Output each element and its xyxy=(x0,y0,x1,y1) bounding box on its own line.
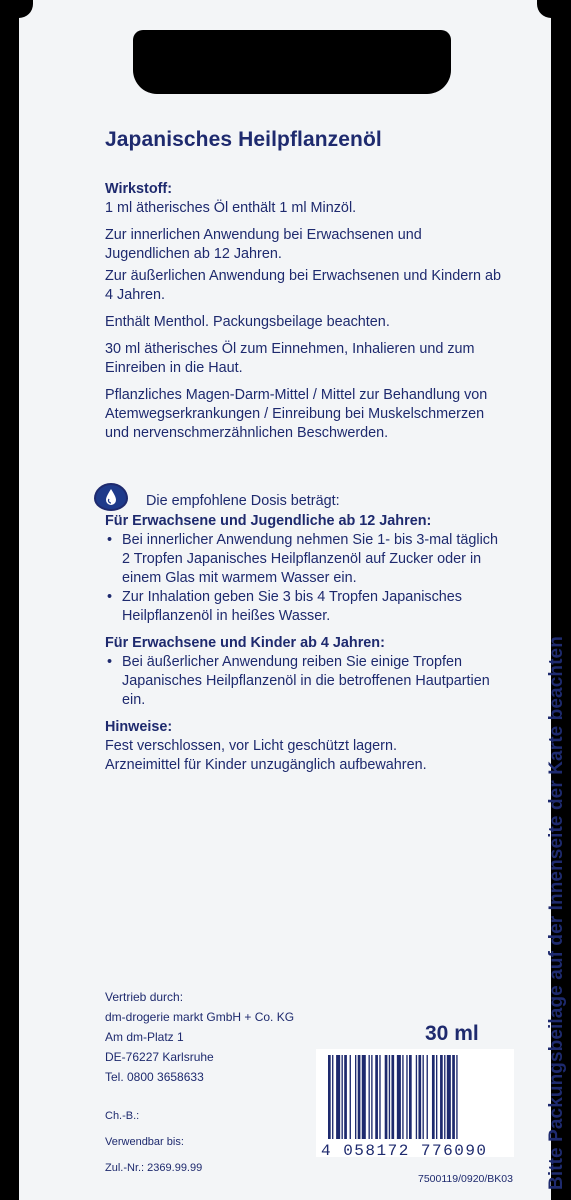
barcode-bar xyxy=(379,1055,380,1139)
menthol-note: Enthält Menthol. Packungsbeilage beachten. xyxy=(105,314,390,330)
barcode-bar xyxy=(427,1055,428,1139)
info-block xyxy=(105,180,505,451)
vertrieb-street: Am dm-Platz 1 xyxy=(105,1030,184,1044)
barcode-bar xyxy=(456,1055,457,1139)
barcode-bar xyxy=(385,1055,388,1139)
category-text: Pflanzliches Magen-Darm-Mittel / Mittel zur Behandlung von Atemwegserkrankungen / Einreibung bei Muskelschmerzen und nervenschmerzähnlichen Beschwerden. xyxy=(105,387,488,441)
barcode-bar xyxy=(355,1055,356,1139)
adults-item-internal: • Bei innerlicher Anwendung nehmen Sie 1- bis 3-mal täglich 2 Tropfen Japanisches Heilpflanzenöl auf Zucker oder in einem Glas mit warmem Wasser ein. xyxy=(105,531,505,588)
dose-intro: Die empfohlene Dosis beträgt: xyxy=(146,493,340,509)
barcode-bar xyxy=(406,1055,407,1139)
volume-label: 30 ml xyxy=(425,1022,479,1045)
expiry-label: Verwendbar bis: xyxy=(105,1136,184,1148)
vertical-leaflet-note: Bitte Packungsbeilage auf der Innenseite der Karte beachten xyxy=(546,636,567,1190)
card-corner-notch-left xyxy=(19,0,33,18)
barcode-bar xyxy=(432,1055,435,1139)
barcode-number: 4 058172 776090 xyxy=(321,1142,488,1160)
barcode-bar xyxy=(369,1055,370,1139)
barcode-bar xyxy=(423,1055,424,1139)
wirkstoff-heading: Wirkstoff: xyxy=(105,181,173,197)
adults-item-inhalation: • Zur Inhalation geben Sie 3 bis 4 Tropfen Japanisches Heilpflanzenöl in heißes Wasser. xyxy=(105,588,505,626)
barcode-bar xyxy=(444,1055,445,1139)
hinweise-line-1: Fest verschlossen, vor Licht geschützt lagern. xyxy=(105,738,397,754)
hang-hole xyxy=(133,30,451,94)
barcode-bar xyxy=(362,1055,366,1139)
children-heading: Für Erwachsene und Kinder ab 4 Jahren: xyxy=(105,635,385,651)
barcode-bar xyxy=(358,1055,361,1139)
product-title: Japanisches Heilpflanzenöl xyxy=(105,128,382,151)
volume-description: 30 ml ätherisches Öl zum Einnehmen, Inhalieren und zum Einreiben in die Haut. xyxy=(105,341,475,376)
barcode-bar xyxy=(371,1055,372,1139)
barcode-bar xyxy=(328,1055,331,1139)
card-corner-notch-right xyxy=(537,0,551,18)
hinweise-line-2: Arzneimittel für Kinder unzugänglich aufbewahren. xyxy=(105,757,427,773)
barcode-bar xyxy=(391,1055,394,1139)
usage-internal: Zur innerlichen Anwendung bei Erwachsenen und Jugendlichen ab 12 Jahren. xyxy=(105,227,422,262)
batch-label: Ch.-B.: xyxy=(105,1110,140,1122)
barcode-bar xyxy=(447,1055,451,1139)
approval-number: Zul.-Nr.: 2369.99.99 xyxy=(105,1162,203,1174)
usage-external: Zur äußerlichen Anwendung bei Erwachsenen und Kindern ab 4 Jahren. xyxy=(105,268,502,303)
barcode xyxy=(316,1049,514,1157)
barcode-bar xyxy=(397,1055,401,1139)
barcode-bar xyxy=(336,1055,340,1139)
dose-block xyxy=(105,492,505,775)
vertrieb-phone: Tel. 0800 3658633 xyxy=(105,1070,204,1084)
barcode-bar xyxy=(418,1055,421,1139)
distributor-block xyxy=(105,987,294,1087)
children-item-external: • Bei äußerlicher Anwendung reiben Sie einige Tropfen Japanisches Heilpflanzenöl in die betroffenen Hautpartien ein. xyxy=(105,653,505,710)
adults-heading: Für Erwachsene und Jugendliche ab 12 Jahren: xyxy=(105,513,432,529)
barcode-bar xyxy=(409,1055,412,1139)
barcode-bar xyxy=(350,1055,351,1139)
barcode-bar xyxy=(452,1055,455,1139)
batch-code: 7500119/0920/BK03 xyxy=(418,1173,513,1185)
vertrieb-city: DE-76227 Karlsruhe xyxy=(105,1050,214,1064)
barcode-bar xyxy=(416,1055,417,1139)
barcode-bar xyxy=(375,1055,378,1139)
vertrieb-label: Vertrieb durch: xyxy=(105,990,184,1004)
barcode-bar xyxy=(402,1055,403,1139)
barcode-bar xyxy=(440,1055,443,1139)
vertrieb-company: dm-drogerie markt GmbH + Co. KG xyxy=(105,1010,295,1024)
hinweise-heading: Hinweise: xyxy=(105,719,173,735)
wirkstoff-text: 1 ml ätherisches Öl enthält 1 ml Minzöl. xyxy=(105,200,357,216)
barcode-bar xyxy=(344,1055,347,1139)
barcode-bar xyxy=(389,1055,390,1139)
barcode-bar xyxy=(332,1055,333,1139)
barcode-bar xyxy=(436,1055,437,1139)
barcode-bar xyxy=(342,1055,343,1139)
